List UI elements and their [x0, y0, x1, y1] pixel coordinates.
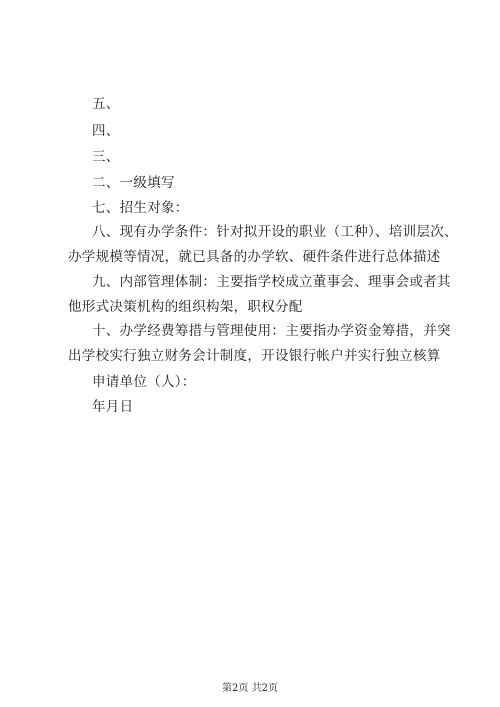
section-nine-line-2: 他形式决策机构的组织构架，职权分配: [68, 299, 303, 315]
section-ten-line-1: 十、办学经费筹措与管理使用：主要指办学资金筹措，并突: [92, 323, 451, 339]
section-nine-line-1: 九、内部管理体制：主要指学校成立董事会、理事会或者其: [92, 274, 451, 290]
section-eight-line-1: 八、现有办学条件：针对拟开设的职业（工种）、培训层次、: [92, 224, 458, 240]
heading-four: 四、: [92, 123, 120, 139]
heading-two: 二、一级填写: [92, 175, 175, 191]
section-ten-line-2: 出学校实行独立财务会计制度，开设银行帐户并实行独立核算: [68, 348, 441, 364]
date-label: 年月日: [92, 399, 134, 415]
page-number-footer: 第2页 共2页: [222, 683, 278, 694]
applicant-label: 申请单位（人）：: [92, 374, 196, 390]
section-seven: 七、招生对象：: [92, 200, 189, 216]
heading-three: 三、: [92, 149, 120, 165]
heading-five: 五、: [92, 96, 120, 112]
section-eight-line-2: 办学规模等情况，就已具备的办学软、硬件条件进行总体描述: [68, 249, 441, 265]
